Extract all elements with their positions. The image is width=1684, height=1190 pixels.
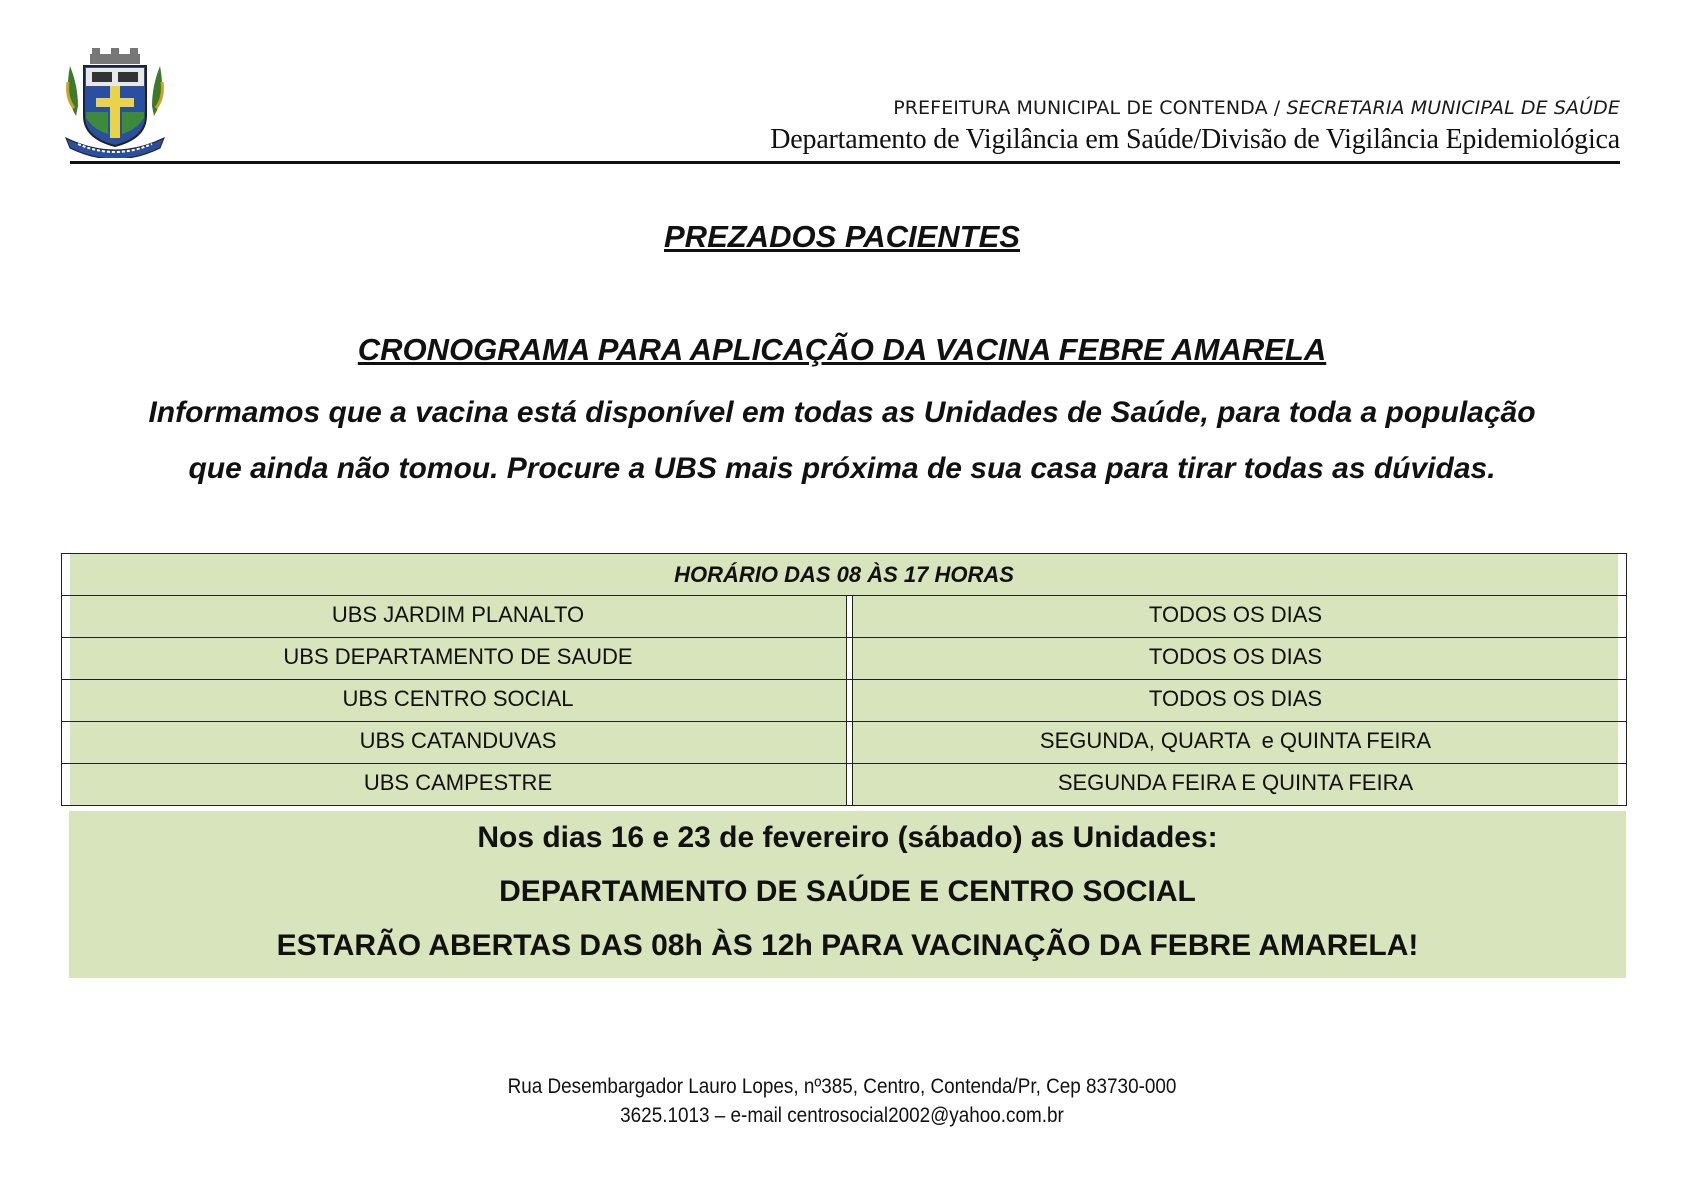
unit-cell: UBS CAMPESTRE: [70, 764, 846, 805]
footer-phone-email: 3625.1013 – e-mail centrosocial2002@yahoo.com.br: [620, 1104, 1064, 1127]
days-cell: TODOS OS DIAS: [853, 680, 1618, 721]
intro-paragraph: [90, 385, 1594, 497]
unit-cell: UBS CATANDUVAS: [70, 722, 846, 763]
prefeitura-label: PREFEITURA MUNICIPAL DE CONTENDA /: [893, 97, 1287, 119]
column-divider: [846, 680, 853, 721]
secretaria-label: SECRETARIA MUNICIPAL DE SAÚDE: [1286, 97, 1620, 119]
department-title: Departamento de Vigilância em Saúde/Divisão de Vigilância Epidemiológica: [770, 124, 1620, 155]
unit-cell: UBS CENTRO SOCIAL: [70, 680, 846, 721]
schedule-title: CRONOGRAMA PARA APLICAÇÃO DA VACINA FEBRE AMARELA: [357, 332, 1327, 367]
days-cell: TODOS OS DIAS: [853, 596, 1618, 637]
column-divider: [846, 596, 853, 637]
saturday-notice: [69, 811, 1626, 978]
municipal-coat-of-arms-icon: [56, 46, 174, 158]
column-divider: [846, 722, 853, 763]
column-divider: [846, 764, 853, 805]
page-title: PREZADOS PACIENTES: [664, 219, 1020, 254]
organization-line: [893, 97, 1620, 119]
days-cell: SEGUNDA FEIRA E QUINTA FEIRA: [853, 764, 1618, 805]
days-cell: TODOS OS DIAS: [853, 638, 1618, 679]
intro-line-2: que ainda não tomou. Procure a UBS mais próxima de sua casa para tirar todas as dúvidas.: [188, 452, 1496, 485]
notice-line-3: ESTARÃO ABERTAS DAS 08h ÀS 12h PARA VACINAÇÃO DA FEBRE AMARELA!: [276, 929, 1419, 962]
notice-line-2: DEPARTAMENTO DE SAÚDE E CENTRO SOCIAL: [499, 875, 1196, 908]
schedule-table: [61, 553, 1627, 806]
table-row: [62, 764, 1626, 806]
column-divider: [846, 638, 853, 679]
table-row: [62, 638, 1626, 680]
unit-cell: UBS DEPARTAMENTO DE SAUDE: [70, 638, 846, 679]
table-row: [62, 722, 1626, 764]
header-divider: [70, 161, 1620, 164]
footer-contact: [84, 1072, 1600, 1130]
unit-cell: UBS JARDIM PLANALTO: [70, 596, 846, 637]
footer-address: Rua Desembargador Lauro Lopes, nº385, Centro, Contenda/Pr, Cep 83730-000: [507, 1075, 1177, 1098]
table-row: [62, 680, 1626, 722]
schedule-hours-header: HORÁRIO DAS 08 ÀS 17 HORAS: [70, 554, 1618, 595]
table-row: [62, 596, 1626, 638]
days-cell: SEGUNDA, QUARTA e QUINTA FEIRA: [853, 722, 1618, 763]
schedule-header-row: [62, 554, 1626, 596]
intro-line-1: Informamos que a vacina está disponível em todas as Unidades de Saúde, para toda a população: [148, 396, 1536, 429]
notice-line-1: Nos dias 16 e 23 de fevereiro (sábado) as Unidades:: [477, 821, 1218, 854]
